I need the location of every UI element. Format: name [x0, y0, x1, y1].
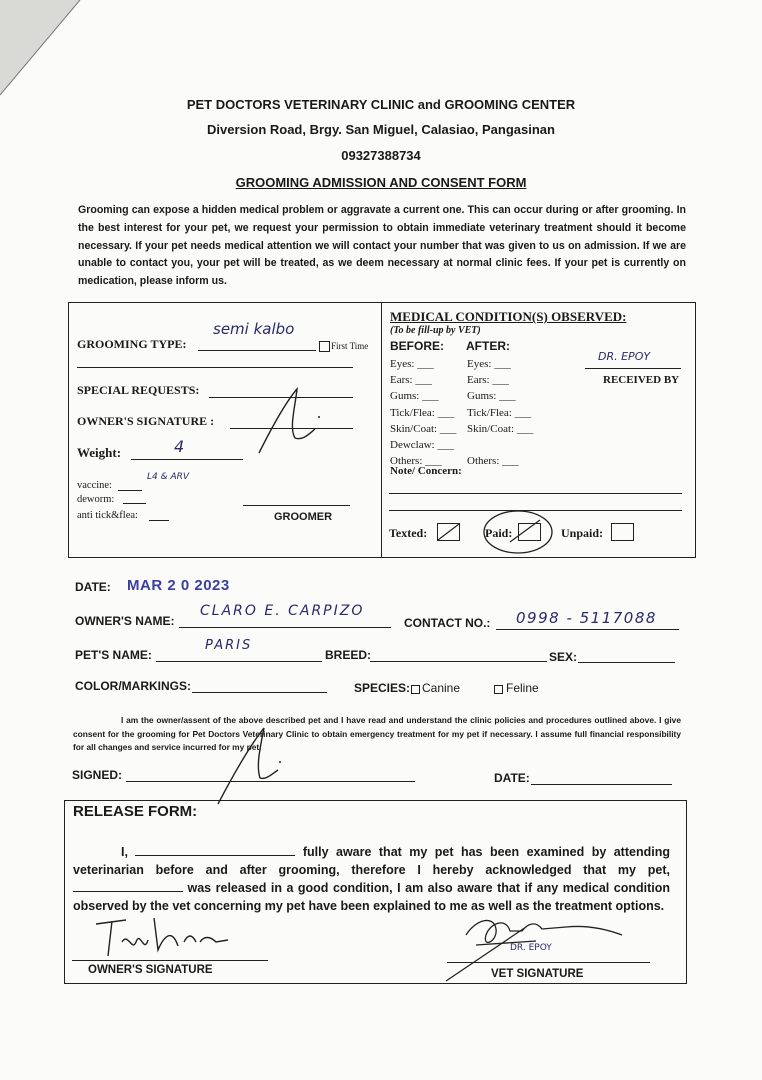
sex-label: SEX:: [549, 650, 578, 664]
before-item: Gums: ___: [390, 390, 439, 403]
clinic-phone: 09327388734: [341, 148, 421, 163]
species-label: SPECIES:: [354, 681, 411, 695]
received-by-value[interactable]: DR. EPOY: [598, 350, 651, 363]
first-time-checkbox[interactable]: [319, 341, 330, 352]
before-item: Eyes: ___: [390, 358, 434, 370]
folded-corner: [0, 0, 110, 110]
after-item: Ears: ___: [467, 374, 509, 387]
check-mark-icon: [438, 524, 459, 540]
release-text-body: fully aware that my pet has been examined by attending veterinarian before and after grooming, therefore I hereby acknowledged that my pet,: [73, 845, 670, 877]
after-item: Eyes: ___: [467, 358, 511, 370]
release-title: RELEASE FORM:: [73, 803, 198, 820]
received-by-label: RECEIVED BY: [603, 374, 680, 386]
color-markings-label: COLOR/MARKINGS:: [75, 679, 191, 693]
special-requests-label: SPECIAL REQUESTS:: [77, 383, 200, 397]
clinic-name: PET DOCTORS VETERINARY CLINIC and GROOMING CENTER: [186, 97, 576, 112]
medical-subtitle: (To be fill-up by VET): [390, 325, 481, 336]
deworm-label: deworm:: [77, 494, 115, 505]
owner-signature-scribble: [255, 383, 325, 458]
vaccine-label: vaccine:: [77, 480, 112, 491]
before-list: [390, 356, 456, 469]
vaccine-value[interactable]: L4 & ARV: [147, 472, 190, 482]
after-item: Tick/Flea: ___: [467, 406, 532, 419]
release-text-i: I,: [121, 845, 128, 859]
clinic-address: Diversion Road, Brgy. San Miguel, Calasiao, Pangasinan: [207, 122, 555, 137]
after-item: Skin/Coat: ___: [467, 422, 534, 435]
feline-checkbox[interactable]: [494, 685, 503, 694]
pet-name-value[interactable]: PARIS: [205, 638, 253, 653]
weight-value[interactable]: 4: [174, 437, 185, 456]
before-label: BEFORE:: [390, 339, 444, 353]
medical-title: MEDICAL CONDITION(S) OBSERVED:: [390, 309, 627, 324]
before-item: Skin/Coat: ___: [390, 422, 457, 435]
feline-option: Feline: [506, 681, 539, 695]
before-item: Dewclaw: ___: [390, 439, 454, 452]
grooming-type-value[interactable]: semi kalbo: [213, 320, 295, 338]
texted-label: Texted:: [389, 526, 428, 540]
unpaid-label: Unpaid:: [561, 526, 604, 540]
after-list: [467, 356, 533, 469]
consent-signature-scribble: [212, 726, 292, 806]
after-label: AFTER:: [466, 339, 510, 353]
breed-label: BREED:: [325, 648, 372, 662]
owner-signature-release-label: OWNER'S SIGNATURE: [88, 964, 213, 976]
before-item: Ears: ___: [390, 374, 432, 387]
first-time-label: First Time: [331, 341, 369, 351]
date-stamp[interactable]: MAR 2 0 2023: [127, 577, 230, 594]
release-owner-blank[interactable]: [135, 843, 295, 856]
consent-date-label: DATE:: [494, 771, 530, 785]
canine-checkbox[interactable]: [411, 685, 420, 694]
contact-label: CONTACT NO.:: [404, 616, 491, 630]
after-item: Gums: ___: [467, 390, 516, 403]
vet-signature-label: VET SIGNATURE: [491, 968, 584, 980]
grooming-type-label: GROOMING TYPE:: [77, 337, 187, 351]
after-item: Others: ___: [467, 455, 519, 468]
note-label: Note/ Concern:: [390, 465, 462, 477]
before-item: Tick/Flea: ___: [390, 406, 455, 419]
paid-label: Paid:: [485, 526, 513, 540]
owner-name-value[interactable]: CLARO E. CARPIZO: [200, 603, 365, 619]
owner-name-label: OWNER'S NAME:: [75, 614, 175, 628]
form-title: GROOMING ADMISSION AND CONSENT FORM: [235, 175, 527, 190]
before-item: Others: ___: [390, 455, 442, 468]
intro-paragraph: Grooming can expose a hidden medical problem or aggravate a current one. This can occur during or after grooming. In the best interest for your pet, we request your permission to obtain immediate veterinary treatment should it become necessary. If your pet needs medical attention we will contact your number that was given to us on admission. If we are unable to contact you, your pet will be treated, as we deem necessary at normal clinic fees. If your pet is currently on medication, please inform us.: [78, 204, 686, 288]
weight-label: Weight:: [77, 445, 122, 460]
pet-name-label: PET'S NAME:: [75, 648, 152, 662]
owner-signature-label: OWNER'S SIGNATURE :: [77, 414, 215, 428]
unpaid-checkbox[interactable]: [611, 523, 634, 541]
release-text-end: was released in a good condition, I am also aware that if any medical condition observed by the vet concerning my pet have been explained to me as well as the treatment options.: [73, 881, 670, 913]
anti-tick-label: anti tick&flea:: [77, 510, 138, 521]
contact-value[interactable]: 0998 - 5117088: [516, 609, 657, 627]
groomer-label: GROOMER: [274, 511, 333, 523]
consent-text: I am the owner/assent of the above described pet and I have read and understand the clinic policies and procedures outlined above. I give consent for the grooming for Pet Doctors Veterinary Clinic to obtain emergency treatment for my pet if necessary. I assume full financial responsibility for all changes and service incurred for my pet.: [73, 715, 681, 752]
owner-release-signature-scribble: [92, 912, 252, 962]
date-label: DATE:: [75, 580, 111, 594]
paid-circle-mark: [478, 506, 558, 556]
texted-checkbox[interactable]: [437, 523, 460, 541]
box-divider: [381, 302, 382, 558]
after-item: [467, 437, 533, 453]
signed-label: SIGNED:: [72, 768, 123, 782]
canine-option: Canine: [422, 681, 461, 695]
vet-signature-name: DR. EPOY: [510, 943, 552, 953]
release-pet-blank[interactable]: [73, 879, 183, 892]
